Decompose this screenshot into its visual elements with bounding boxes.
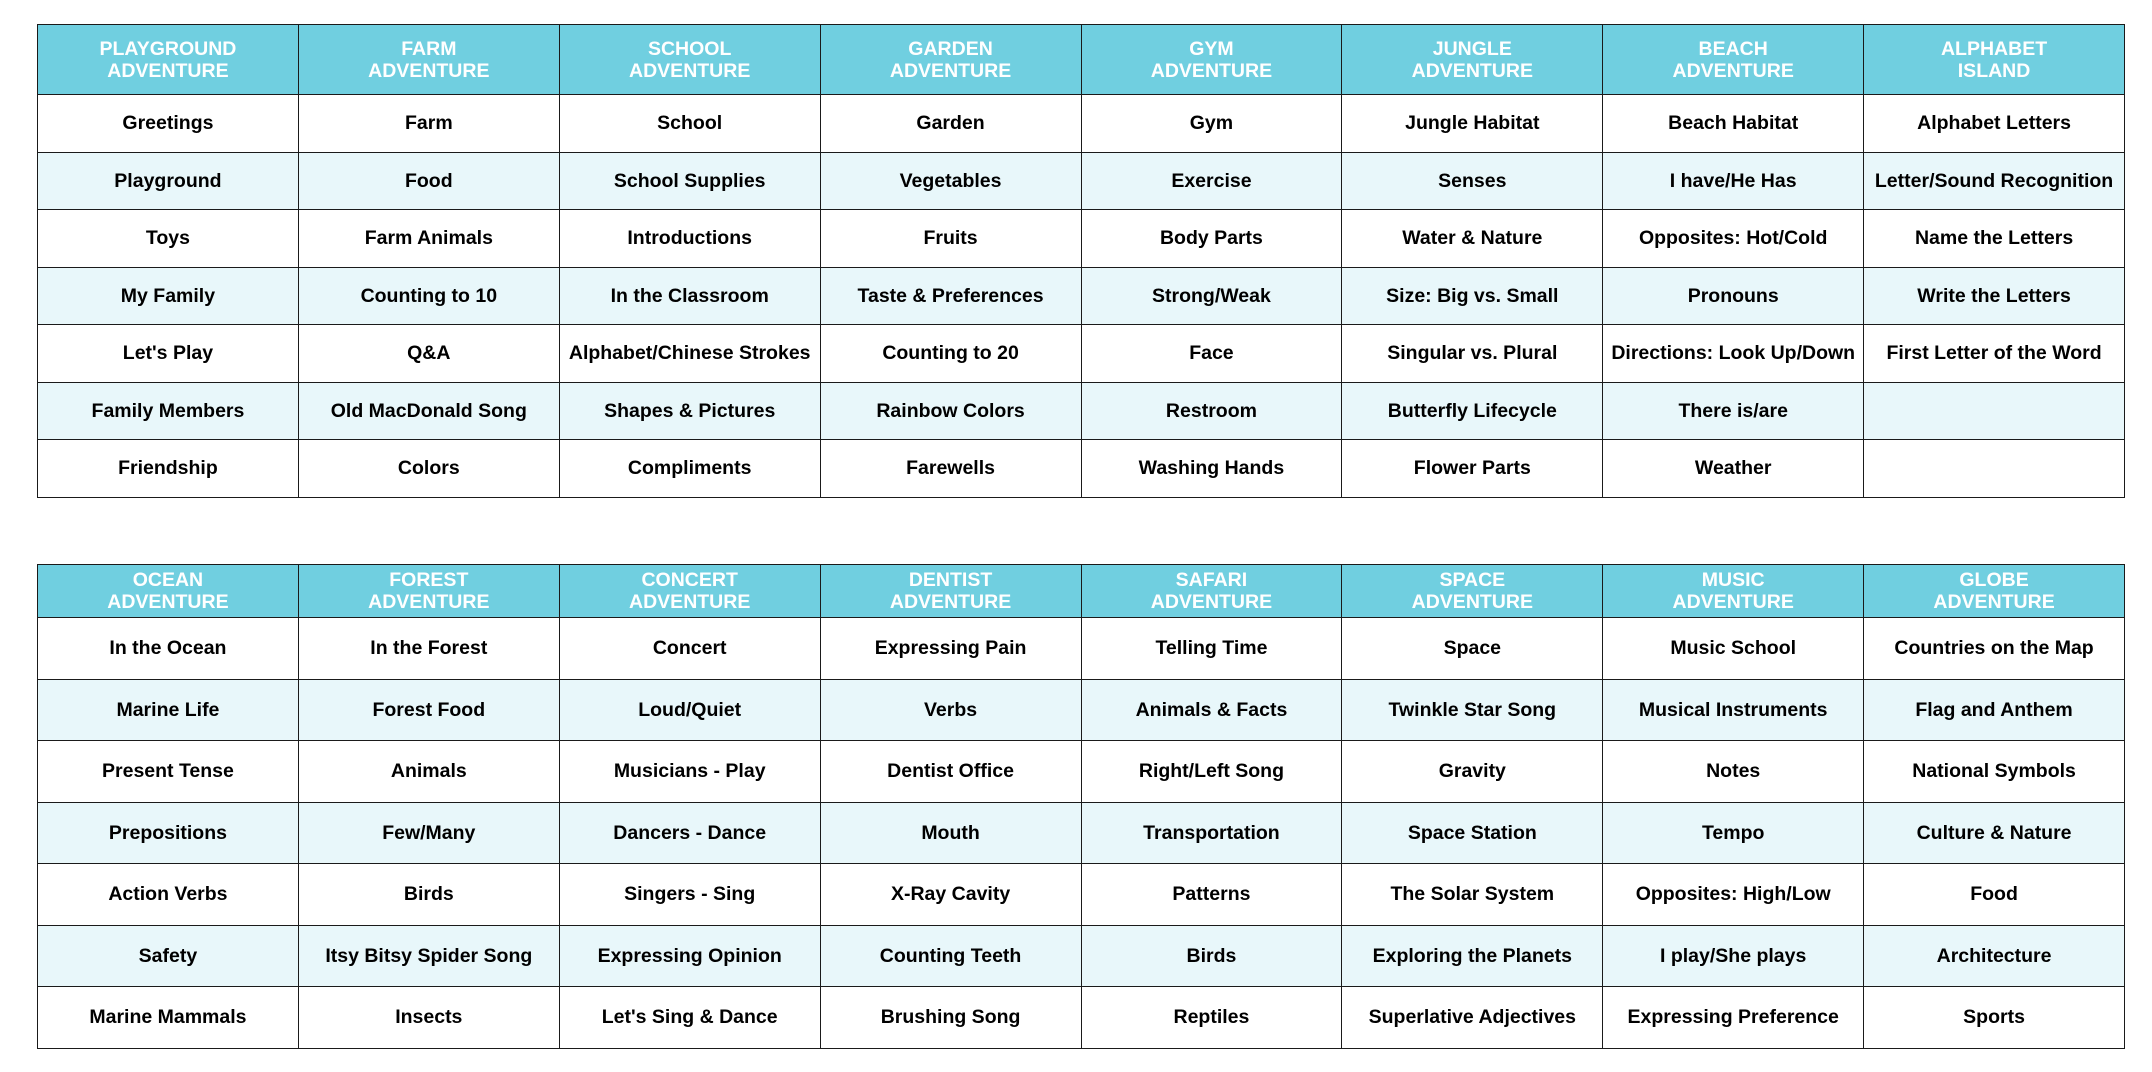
table-cell: Food bbox=[1864, 864, 2125, 926]
table-cell: Animals & Facts bbox=[1081, 679, 1342, 741]
column-header: GARDEN ADVENTURE bbox=[820, 25, 1081, 95]
table-cell: Tempo bbox=[1603, 802, 1864, 864]
table-cell: Greetings bbox=[38, 95, 299, 153]
table-cell: School bbox=[559, 95, 820, 153]
table-cell: Senses bbox=[1342, 152, 1603, 210]
table-cell: Farm Animals bbox=[298, 210, 559, 268]
table-cell: Counting Teeth bbox=[820, 925, 1081, 987]
table-cell: Alphabet Letters bbox=[1864, 95, 2125, 153]
table-cell: In the Forest bbox=[298, 618, 559, 680]
table-cell: Exercise bbox=[1081, 152, 1342, 210]
table-cell: Rainbow Colors bbox=[820, 382, 1081, 440]
table-cell: Counting to 20 bbox=[820, 325, 1081, 383]
table-cell: Shapes & Pictures bbox=[559, 382, 820, 440]
table-cell: Birds bbox=[1081, 925, 1342, 987]
table-cell: Space bbox=[1342, 618, 1603, 680]
table-cell: Exploring the Planets bbox=[1342, 925, 1603, 987]
table-cell: Family Members bbox=[38, 382, 299, 440]
table-body bbox=[38, 95, 2125, 498]
table-cell: Letter/Sound Recognition bbox=[1864, 152, 2125, 210]
table-cell: Toys bbox=[38, 210, 299, 268]
table-cell: Expressing Opinion bbox=[559, 925, 820, 987]
table-cell: Expressing Preference bbox=[1603, 987, 1864, 1049]
curriculum-table-1 bbox=[37, 24, 2125, 498]
table-cell: Birds bbox=[298, 864, 559, 926]
table-cell: Let's Sing & Dance bbox=[559, 987, 820, 1049]
table-cell: Singular vs. Plural bbox=[1342, 325, 1603, 383]
table-row bbox=[38, 741, 2125, 803]
table-cell: Name the Letters bbox=[1864, 210, 2125, 268]
table-cell: Farewells bbox=[820, 440, 1081, 498]
table-cell: Face bbox=[1081, 325, 1342, 383]
table-cell: Food bbox=[298, 152, 559, 210]
column-header: SPACE ADVENTURE bbox=[1342, 565, 1603, 618]
table-cell: Write the Letters bbox=[1864, 267, 2125, 325]
table-cell: Twinkle Star Song bbox=[1342, 679, 1603, 741]
table-cell: There is/are bbox=[1603, 382, 1864, 440]
header-row bbox=[38, 565, 2125, 618]
table-cell: Culture & Nature bbox=[1864, 802, 2125, 864]
table-cell: Space Station bbox=[1342, 802, 1603, 864]
table-cell: Musical Instruments bbox=[1603, 679, 1864, 741]
table-cell: Notes bbox=[1603, 741, 1864, 803]
table-cell: Marine Life bbox=[38, 679, 299, 741]
table-row bbox=[38, 152, 2125, 210]
column-header: DENTIST ADVENTURE bbox=[820, 565, 1081, 618]
table-cell: The Solar System bbox=[1342, 864, 1603, 926]
table-cell: Insects bbox=[298, 987, 559, 1049]
table-cell: Vegetables bbox=[820, 152, 1081, 210]
column-header: SAFARI ADVENTURE bbox=[1081, 565, 1342, 618]
table-row bbox=[38, 618, 2125, 680]
table-cell: Superlative Adjectives bbox=[1342, 987, 1603, 1049]
table-cell: Beach Habitat bbox=[1603, 95, 1864, 153]
table-cell: Jungle Habitat bbox=[1342, 95, 1603, 153]
table-cell: Animals bbox=[298, 741, 559, 803]
table-cell: Telling Time bbox=[1081, 618, 1342, 680]
table-cell: Flag and Anthem bbox=[1864, 679, 2125, 741]
table-cell: Architecture bbox=[1864, 925, 2125, 987]
column-header: GYM ADVENTURE bbox=[1081, 25, 1342, 95]
table-cell: My Family bbox=[38, 267, 299, 325]
table-row bbox=[38, 95, 2125, 153]
table-cell: Countries on the Map bbox=[1864, 618, 2125, 680]
table-cell: Weather bbox=[1603, 440, 1864, 498]
table-cell: Opposites: Hot/Cold bbox=[1603, 210, 1864, 268]
table-cell: Let's Play bbox=[38, 325, 299, 383]
table-cell: Music School bbox=[1603, 618, 1864, 680]
table-cell: Mouth bbox=[820, 802, 1081, 864]
table-cell: Body Parts bbox=[1081, 210, 1342, 268]
table-cell: Prepositions bbox=[38, 802, 299, 864]
table-cell: Q&A bbox=[298, 325, 559, 383]
table-cell bbox=[1864, 382, 2125, 440]
table-row bbox=[38, 267, 2125, 325]
table-cell: Patterns bbox=[1081, 864, 1342, 926]
table-cell: Introductions bbox=[559, 210, 820, 268]
column-header: OCEAN ADVENTURE bbox=[38, 565, 299, 618]
column-header: BEACH ADVENTURE bbox=[1603, 25, 1864, 95]
table-cell: Itsy Bitsy Spider Song bbox=[298, 925, 559, 987]
table-cell: Directions: Look Up/Down bbox=[1603, 325, 1864, 383]
table-cell: Safety bbox=[38, 925, 299, 987]
table-cell: Taste & Preferences bbox=[820, 267, 1081, 325]
table-cell: Gym bbox=[1081, 95, 1342, 153]
table-cell: Flower Parts bbox=[1342, 440, 1603, 498]
table-row bbox=[38, 210, 2125, 268]
table-cell: Forest Food bbox=[298, 679, 559, 741]
table-cell: Marine Mammals bbox=[38, 987, 299, 1049]
table-cell: First Letter of the Word bbox=[1864, 325, 2125, 383]
header-row bbox=[38, 25, 2125, 95]
column-header: FARM ADVENTURE bbox=[298, 25, 559, 95]
column-header: JUNGLE ADVENTURE bbox=[1342, 25, 1603, 95]
table-row bbox=[38, 925, 2125, 987]
table-cell: Size: Big vs. Small bbox=[1342, 267, 1603, 325]
table-cell: Counting to 10 bbox=[298, 267, 559, 325]
table-cell: Farm bbox=[298, 95, 559, 153]
table-row bbox=[38, 325, 2125, 383]
table-cell bbox=[1864, 440, 2125, 498]
table-cell: Butterfly Lifecycle bbox=[1342, 382, 1603, 440]
column-header: GLOBE ADVENTURE bbox=[1864, 565, 2125, 618]
table-cell: Right/Left Song bbox=[1081, 741, 1342, 803]
table-cell: Playground bbox=[38, 152, 299, 210]
table-cell: Restroom bbox=[1081, 382, 1342, 440]
column-header: MUSIC ADVENTURE bbox=[1603, 565, 1864, 618]
table-cell: Pronouns bbox=[1603, 267, 1864, 325]
table-cell: National Symbols bbox=[1864, 741, 2125, 803]
table-header bbox=[38, 565, 2125, 618]
table-cell: X-Ray Cavity bbox=[820, 864, 1081, 926]
column-header: SCHOOL ADVENTURE bbox=[559, 25, 820, 95]
table-row bbox=[38, 440, 2125, 498]
table-cell: Friendship bbox=[38, 440, 299, 498]
table-cell: Few/Many bbox=[298, 802, 559, 864]
table-cell: Strong/Weak bbox=[1081, 267, 1342, 325]
table-cell: Musicians - Play bbox=[559, 741, 820, 803]
table-cell: Washing Hands bbox=[1081, 440, 1342, 498]
table-cell: Compliments bbox=[559, 440, 820, 498]
column-header: ALPHABET ISLAND bbox=[1864, 25, 2125, 95]
table-row bbox=[38, 679, 2125, 741]
table-body bbox=[38, 618, 2125, 1049]
table-cell: Colors bbox=[298, 440, 559, 498]
table-cell: Singers - Sing bbox=[559, 864, 820, 926]
table-cell: In the Ocean bbox=[38, 618, 299, 680]
column-header: PLAYGROUND ADVENTURE bbox=[38, 25, 299, 95]
table-cell: Action Verbs bbox=[38, 864, 299, 926]
table-cell: Gravity bbox=[1342, 741, 1603, 803]
table-cell: Transportation bbox=[1081, 802, 1342, 864]
table-header bbox=[38, 25, 2125, 95]
table-cell: Brushing Song bbox=[820, 987, 1081, 1049]
column-header: CONCERT ADVENTURE bbox=[559, 565, 820, 618]
column-header: FOREST ADVENTURE bbox=[298, 565, 559, 618]
table-cell: Dancers - Dance bbox=[559, 802, 820, 864]
table-cell: Present Tense bbox=[38, 741, 299, 803]
table-row bbox=[38, 802, 2125, 864]
table-cell: Water & Nature bbox=[1342, 210, 1603, 268]
table-cell: Verbs bbox=[820, 679, 1081, 741]
table-row bbox=[38, 382, 2125, 440]
table-cell: Concert bbox=[559, 618, 820, 680]
table-cell: I have/He Has bbox=[1603, 152, 1864, 210]
curriculum-table-2 bbox=[37, 564, 2125, 1049]
table-cell: Fruits bbox=[820, 210, 1081, 268]
table-cell: Loud/Quiet bbox=[559, 679, 820, 741]
table-cell: School Supplies bbox=[559, 152, 820, 210]
table-cell: Garden bbox=[820, 95, 1081, 153]
table-row bbox=[38, 864, 2125, 926]
table-row bbox=[38, 987, 2125, 1049]
table-cell: In the Classroom bbox=[559, 267, 820, 325]
table-cell: Opposites: High/Low bbox=[1603, 864, 1864, 926]
table-cell: Expressing Pain bbox=[820, 618, 1081, 680]
table-cell: Reptiles bbox=[1081, 987, 1342, 1049]
table-cell: Sports bbox=[1864, 987, 2125, 1049]
table-cell: Dentist Office bbox=[820, 741, 1081, 803]
table-cell: Old MacDonald Song bbox=[298, 382, 559, 440]
table-cell: I play/She plays bbox=[1603, 925, 1864, 987]
table-cell: Alphabet/Chinese Strokes bbox=[559, 325, 820, 383]
